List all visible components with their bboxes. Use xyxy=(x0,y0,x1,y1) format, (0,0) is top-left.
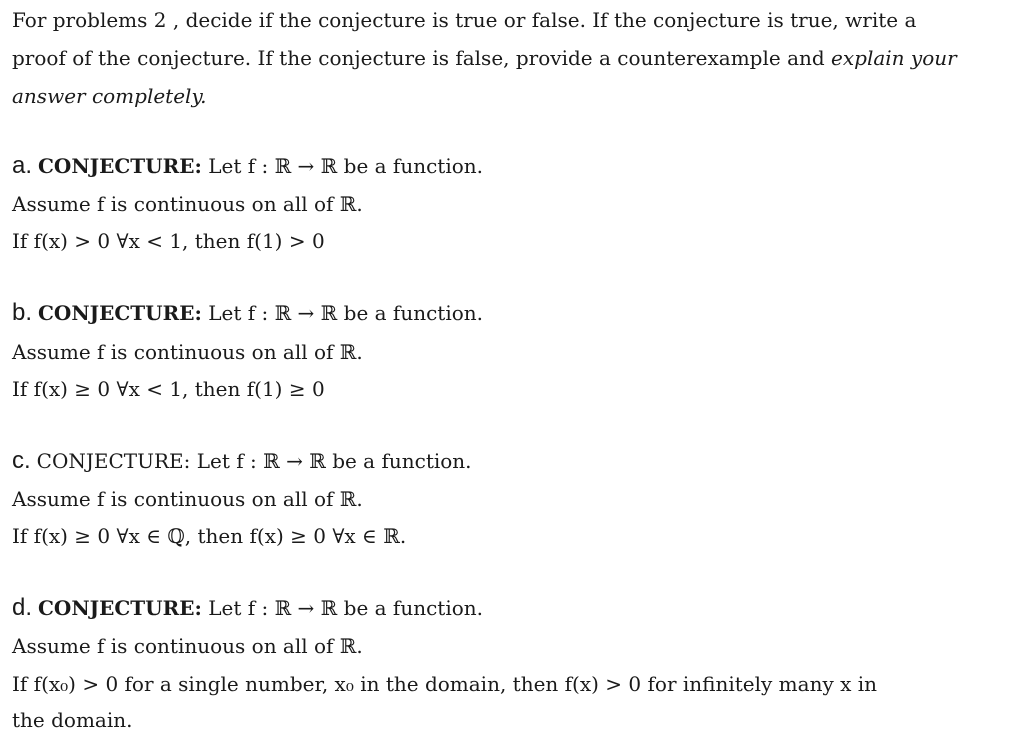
problem-b-claim: If f(x) ≥ 0 ∀x < 1, then f(1) ≥ 0 xyxy=(12,377,325,401)
problem-d-statement: Let f : ℝ → ℝ be a function. xyxy=(201,596,483,620)
problem-d-claim: If f(x₀) > 0 for a single number, x₀ in the domain, then f(x) > 0 for infinitely many x in xyxy=(12,672,878,696)
problem-c-statement: Let f : ℝ → ℝ be a function. xyxy=(190,449,472,473)
intro-line-2-plain: proof of the conjecture. If the conjecture is false, provide a counterexample and xyxy=(12,46,832,70)
intro-line-3: answer completely. xyxy=(12,84,207,108)
problem-d-claim-continued: the domain. xyxy=(12,708,133,732)
problem-d-label: d. xyxy=(12,594,33,621)
problem-c-heading xyxy=(12,449,472,473)
problem-d-assumption: Assume f is continuous on all of ℝ. xyxy=(12,634,363,658)
problem-a-assumption: Assume f is continuous on all of ℝ. xyxy=(12,192,363,216)
problem-b-conjecture: CONJECTURE: xyxy=(38,301,202,325)
problem-c-assumption: Assume f is continuous on all of ℝ. xyxy=(12,487,363,511)
intro-line-2-italic: explain your xyxy=(831,46,957,70)
problem-c-claim: If f(x) ≥ 0 ∀x ∈ ℚ, then f(x) ≥ 0 ∀x ∈ ℝ. xyxy=(12,524,407,548)
problem-b-heading xyxy=(12,301,483,325)
intro-line-1: For problems 2 , decide if the conjecture is true or false. If the conjecture is true, write a xyxy=(12,8,917,32)
problem-c-label: c. xyxy=(12,447,31,474)
problem-a-statement: Let f : ℝ → ℝ be a function. xyxy=(201,154,483,178)
problem-b-statement: Let f : ℝ → ℝ be a function. xyxy=(201,301,483,325)
problem-c-conjecture: CONJECTURE: xyxy=(36,449,191,473)
problem-d-conjecture: CONJECTURE: xyxy=(38,596,202,620)
document-page xyxy=(12,0,1012,748)
problem-a-claim: If f(x) > 0 ∀x < 1, then f(1) > 0 xyxy=(12,229,325,253)
problem-a-conjecture: CONJECTURE: xyxy=(38,154,202,178)
problem-b-label: b. xyxy=(12,299,33,326)
problem-a-heading xyxy=(12,154,483,178)
problem-d-heading xyxy=(12,596,483,620)
problem-a-label: a. xyxy=(12,152,33,179)
intro-line-2 xyxy=(12,46,957,70)
problem-b-assumption: Assume f is continuous on all of ℝ. xyxy=(12,340,363,364)
